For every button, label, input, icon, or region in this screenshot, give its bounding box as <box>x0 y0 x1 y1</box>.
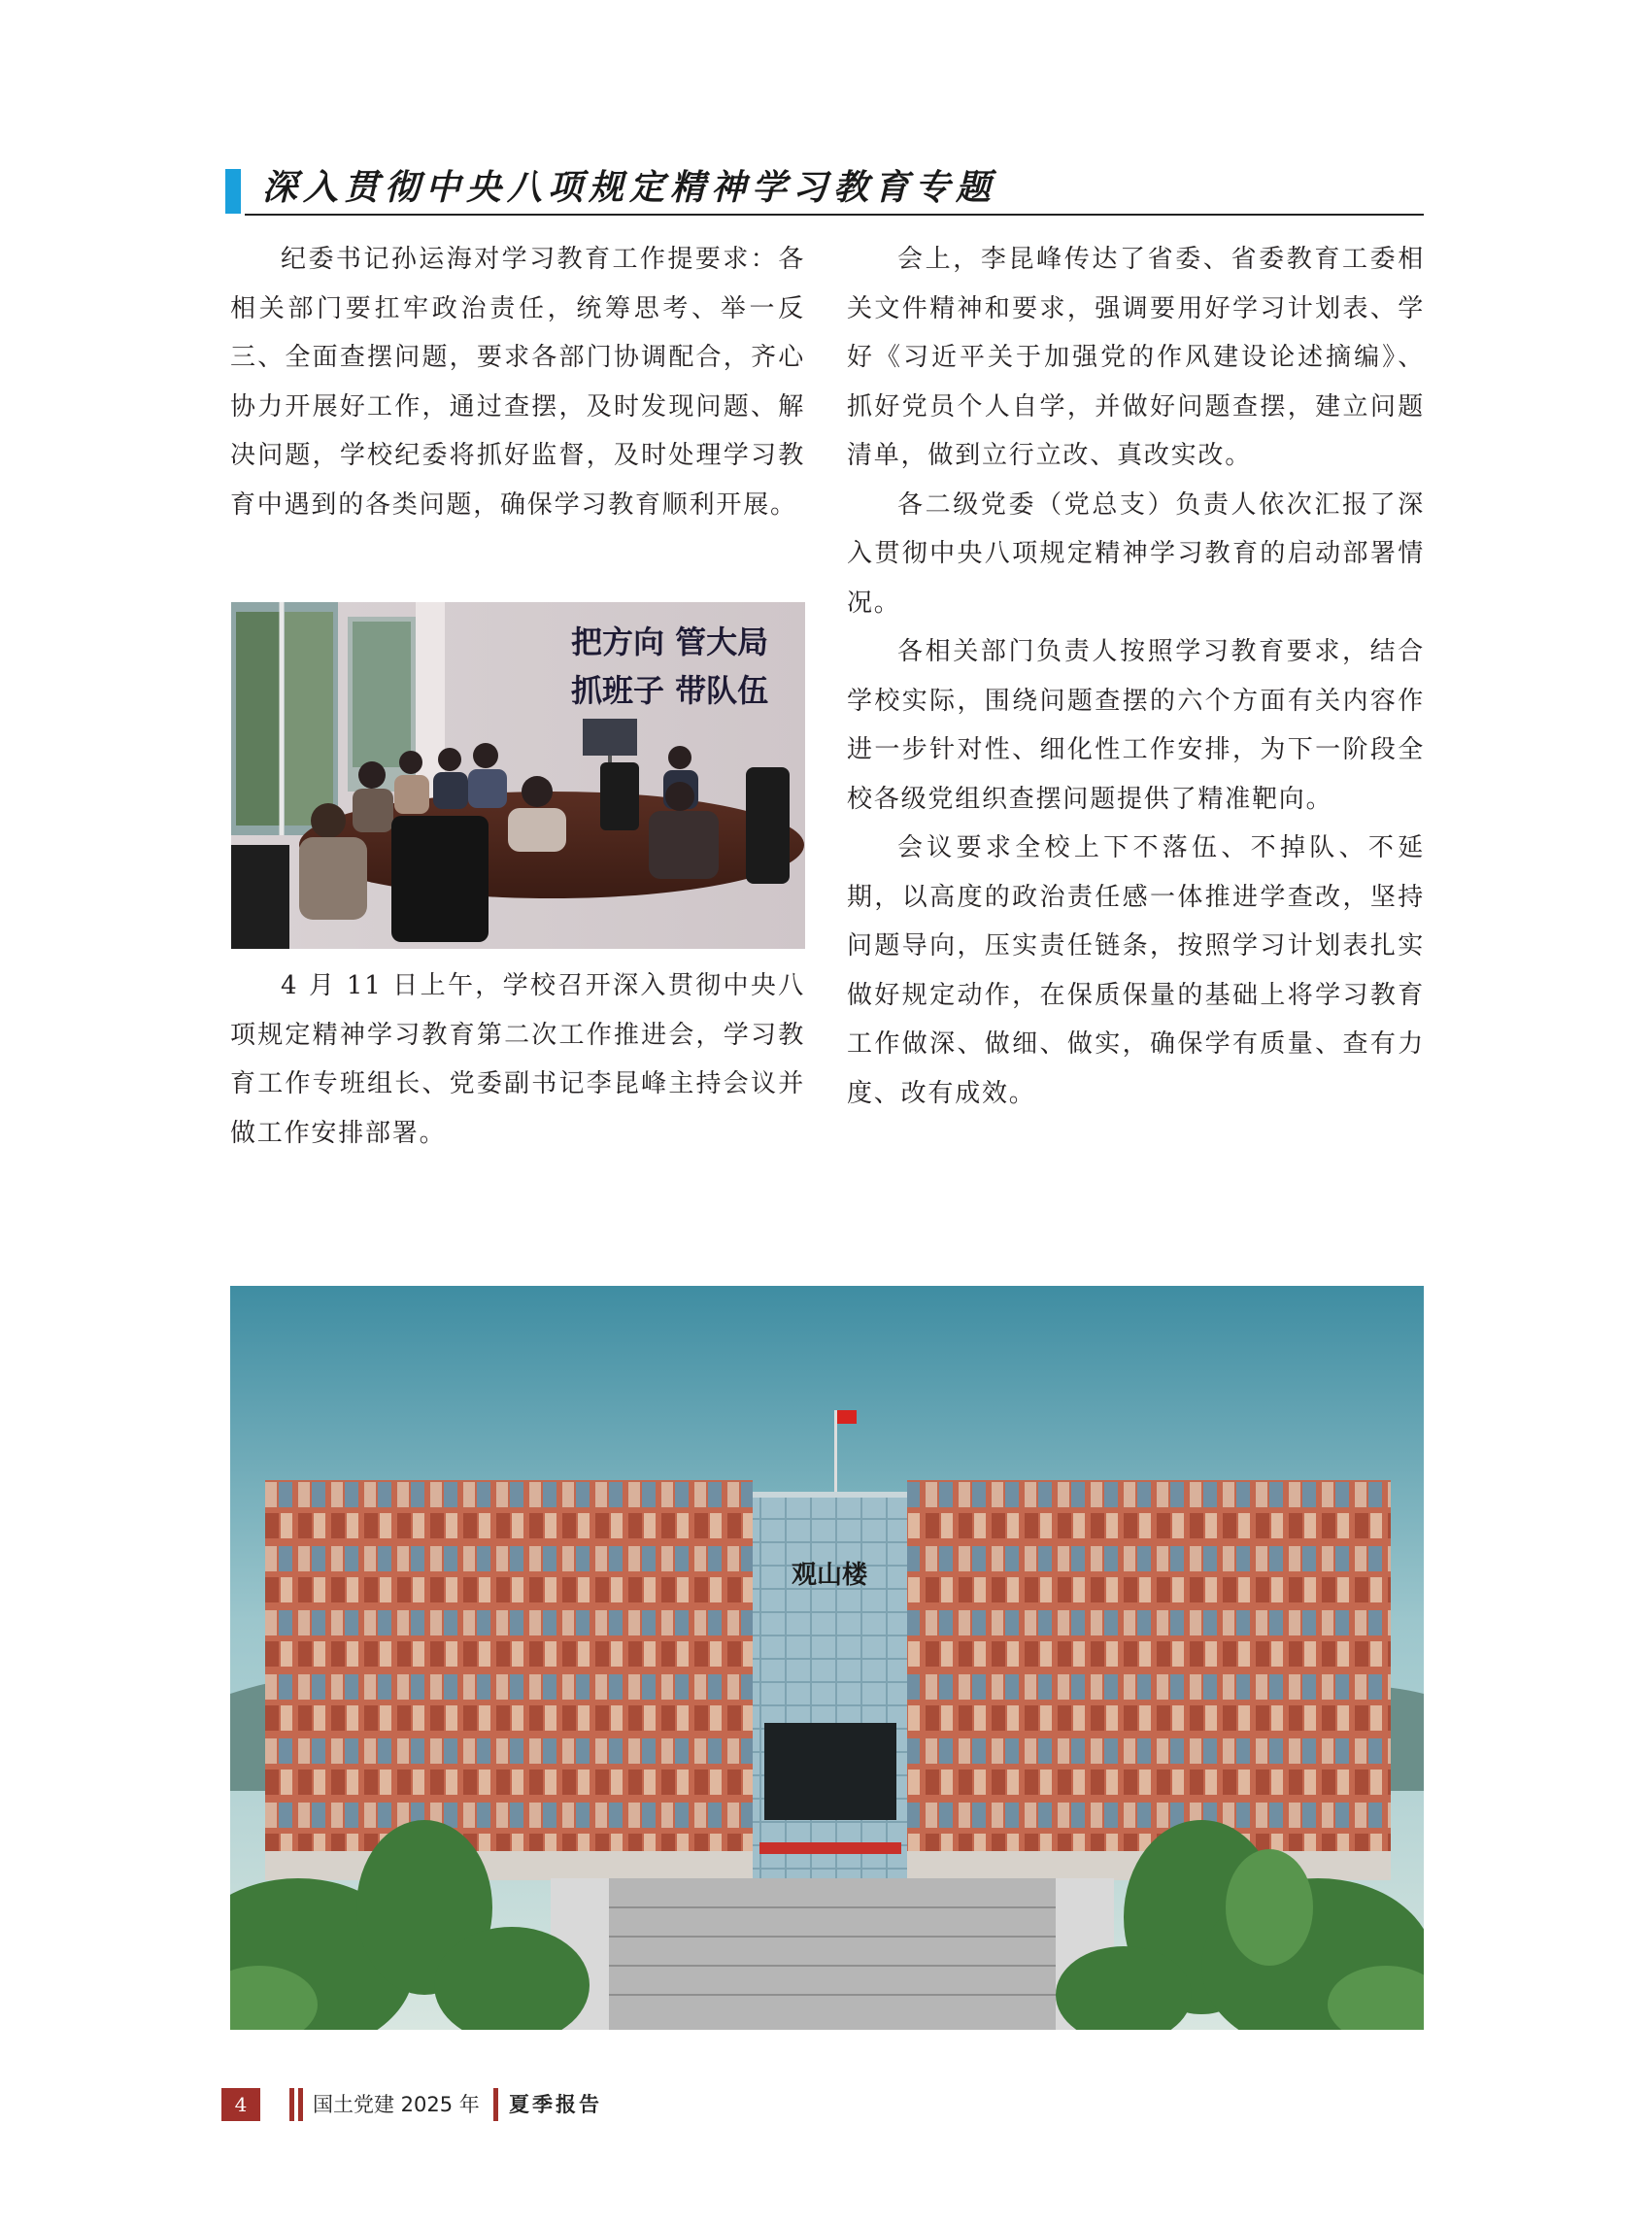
left-column-top <box>230 235 805 529</box>
header-divider <box>245 214 1424 216</box>
footer-divider <box>298 2088 303 2121</box>
meeting-photo <box>231 602 805 949</box>
page-number: 4 <box>221 2088 260 2121</box>
paragraph: 会上，李昆峰传达了省委、省委教育工委相关文件精神和要求，强调要用好学习计划表、学好《习近平关于加强党的作风建设论述摘编》、抓好党员个人自学，并做好问题查摆，建立问题清单，做到立行立改、真改实改。 <box>847 245 1425 470</box>
section-title: 深入贯彻中央八项规定精神学习教育专题 <box>262 167 997 208</box>
paragraph: 各相关部门负责人按照学习教育要求，结合学校实际，围绕问题查摆的六个方面有关内容作进一步针对性、细化性工作安排，为下一阶段全校各级党组织查摆问题提供了精准靶向。 <box>847 637 1425 814</box>
footer-divider <box>289 2088 294 2121</box>
slogan-line1: 把方向 管大局 <box>571 624 769 660</box>
header-accent-bar <box>225 169 241 214</box>
paragraph: 会议要求全校上下不落伍、不掉队、不延期，以高度的政治责任感一体推进学查改，坚持问题导向，压实责任链条，按照学习计划表扎实做好规定动作，在保质保量的基础上将学习教育工作做深、做细、做实，确保学有质量、查有力度、改有成效。 <box>847 833 1425 1108</box>
footer-divider <box>493 2088 498 2121</box>
paragraph: 纪委书记孙运海对学习教育工作提要求：各相关部门要扛牢政治责任，统筹思考、举一反三、全面查摆问题，要求各部门协调配合，齐心协力开展好工作，通过查摆，及时发现问题、解决问题，学校纪委将抓好监督，及时处理学习教育中遇到的各类问题，确保学习教育顺利开展。 <box>230 245 805 520</box>
slogan-line2: 抓班子 带队伍 <box>571 672 769 709</box>
right-column <box>847 235 1425 1118</box>
paragraph: 4 月 11 日上午，学校召开深入贯彻中央八项规定精神学习教育第二次工作推进会，学习教育工作专班组长、党委副书记李昆峰主持会议并做工作安排部署。 <box>230 971 805 1148</box>
building-photo <box>230 1286 1424 2030</box>
building-sign: 观山楼 <box>791 1561 868 1590</box>
issue-name: 夏季报告 <box>509 2092 602 2116</box>
left-column-bottom <box>230 961 805 1158</box>
paragraph: 各二级党委（党总支）负责人依次汇报了深入贯彻中央八项规定精神学习教育的启动部署情况。 <box>847 489 1425 618</box>
magazine-name: 国土党建 2025 年 <box>313 2093 480 2116</box>
